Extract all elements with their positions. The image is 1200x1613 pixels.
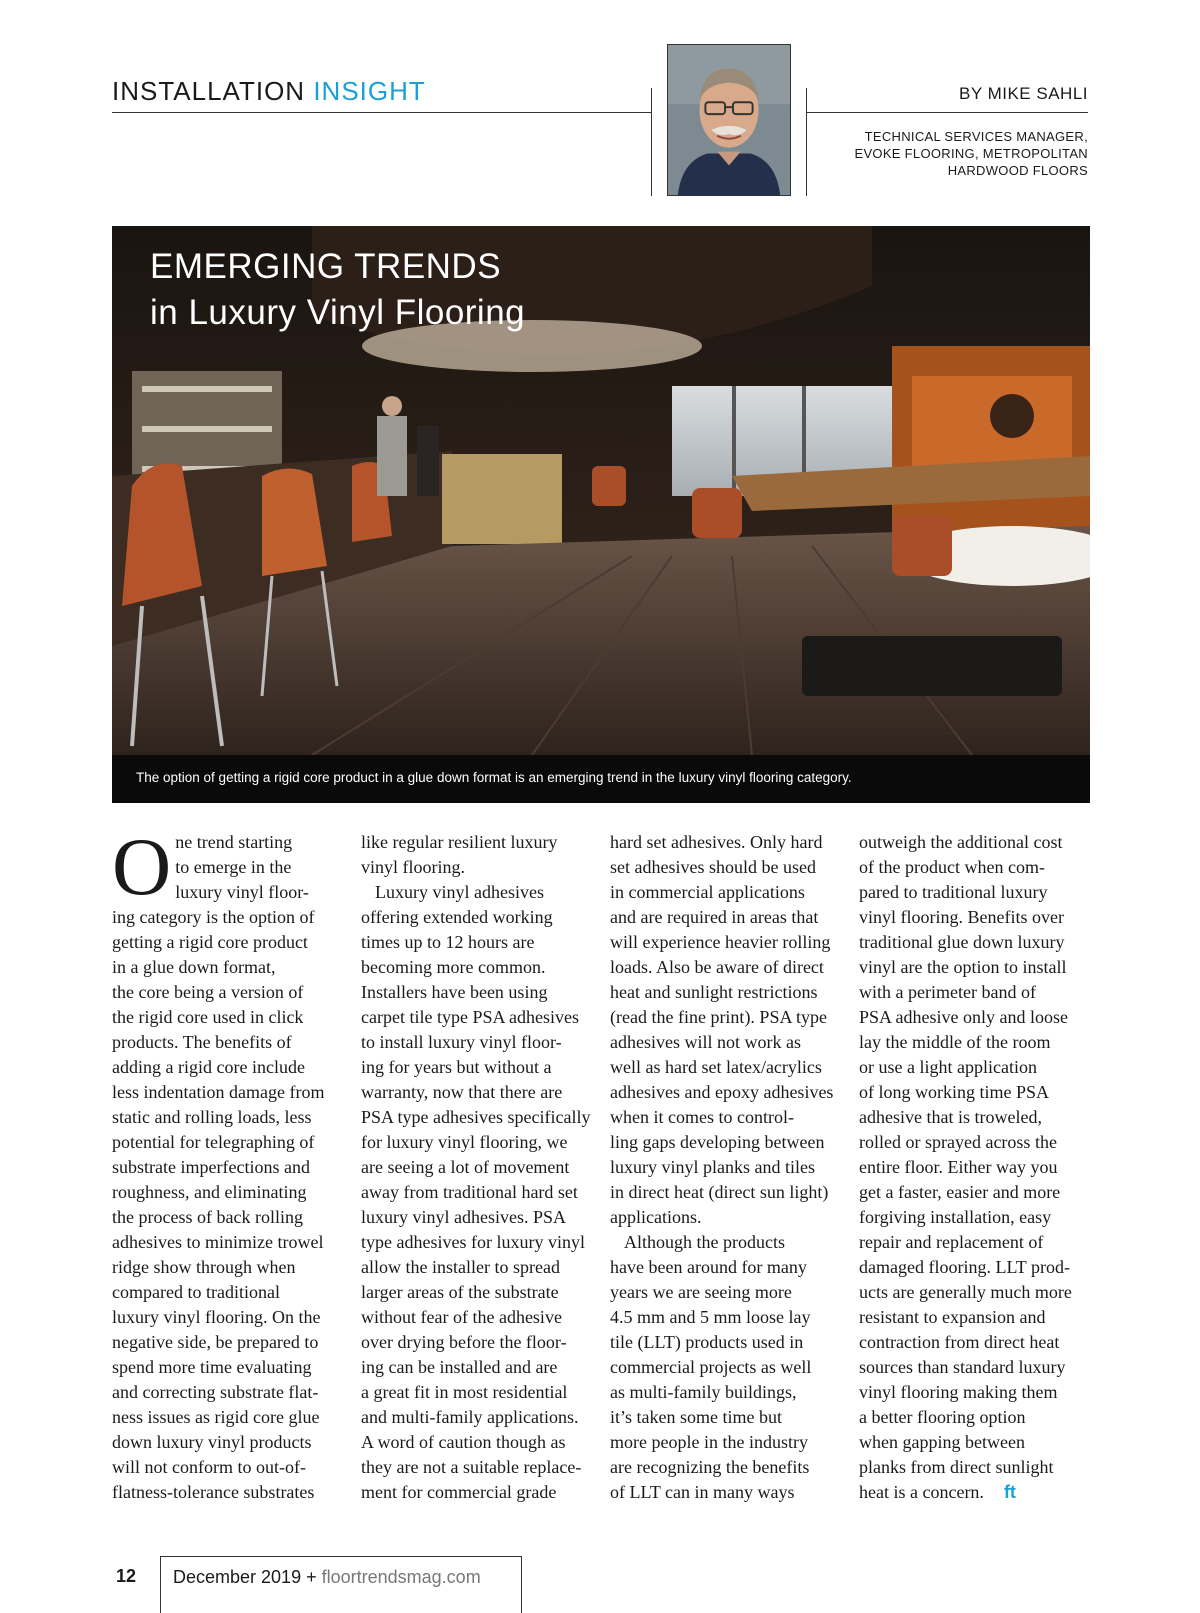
text-line: as multi-family buildings, — [610, 1382, 797, 1402]
author-title-line: HARDWOOD FLOORS — [947, 163, 1088, 178]
text-line: Although the products — [624, 1232, 785, 1252]
text-line: lay the middle of the room — [859, 1032, 1051, 1052]
text-line: ucts are generally much more — [859, 1282, 1072, 1302]
text-line: becoming more common. — [361, 957, 546, 977]
text-line: like regular resilient luxury — [361, 832, 558, 852]
article-column-4 — [859, 830, 1083, 1505]
text-line: (read the fine print). PSA type — [610, 1007, 827, 1027]
text-line: applications. — [610, 1207, 702, 1227]
text-line: spend more time evaluating — [112, 1357, 312, 1377]
text-line: vinyl flooring making them — [859, 1382, 1058, 1402]
text-line: times up to 12 hours are — [361, 932, 535, 952]
text-line: to emerge in the — [175, 857, 292, 877]
text-line: roughness, and eliminating — [112, 1182, 307, 1202]
text-line: have been around for many — [610, 1257, 807, 1277]
text-line: planks from direct sunlight — [859, 1457, 1054, 1477]
text-line: pared to traditional luxury — [859, 882, 1048, 902]
text-line: well as hard set latex/acrylics — [610, 1057, 822, 1077]
text-line: luxury vinyl floor- — [175, 882, 309, 902]
text-line: repair and replacement of — [859, 1232, 1044, 1252]
text-line: products. The benefits of — [112, 1032, 292, 1052]
text-line: adding a rigid core include — [112, 1057, 305, 1077]
text-line: for luxury vinyl flooring, we — [361, 1132, 568, 1152]
text-line: ing category is the option of — [112, 907, 315, 927]
text-line: static and rolling loads, less — [112, 1107, 312, 1127]
text-line: the process of back rolling — [112, 1207, 303, 1227]
section-title-word2: INSIGHT — [313, 76, 426, 106]
text-line: away from traditional hard set — [361, 1182, 578, 1202]
issue-date: December 2019 — [173, 1567, 302, 1587]
text-line: forgiving installation, easy — [859, 1207, 1052, 1227]
section-title-word1: INSTALLATION — [112, 76, 306, 106]
text-line: and multi-family applications. — [361, 1407, 579, 1427]
text-line: allow the installer to spread — [361, 1257, 560, 1277]
text-line: ing for years but without a — [361, 1057, 552, 1077]
text-line: larger areas of the substrate — [361, 1282, 559, 1302]
article-column-3 — [610, 830, 834, 1505]
text-line: PSA type adhesives specifically — [361, 1107, 591, 1127]
text-line: contraction from direct heat — [859, 1332, 1060, 1352]
text-line: when it comes to control- — [610, 1107, 794, 1127]
photo-caption: The option of getting a rigid core product in a glue down format is an emerging trend in the luxury vinyl flooring category. — [136, 770, 852, 785]
text-line: rolled or sprayed across the — [859, 1132, 1057, 1152]
text-line: adhesives and epoxy adhesives — [610, 1082, 834, 1102]
article-headline — [150, 244, 525, 336]
text-line: adhesive that is troweled, — [859, 1107, 1042, 1127]
text-line: flatness-tolerance substrates — [112, 1482, 315, 1502]
text-line: will experience heavier rolling — [610, 932, 831, 952]
text-line: they are not a suitable replace- — [361, 1457, 582, 1477]
text-line: ment for commercial grade — [361, 1482, 557, 1502]
text-line: set adhesives should be used — [610, 857, 816, 877]
text-line: adhesives will not work as — [610, 1032, 801, 1052]
text-line: a better flooring option — [859, 1407, 1026, 1427]
text-line: are recognizing the benefits — [610, 1457, 810, 1477]
text-line: down luxury vinyl products — [112, 1432, 312, 1452]
text-line: of LLT can in many ways — [610, 1482, 795, 1502]
text-line: to install luxury vinyl floor- — [361, 1032, 562, 1052]
text-line: hard set adhesives. Only hard — [610, 832, 823, 852]
text-line: the core being a version of — [112, 982, 304, 1002]
header-rule-left — [112, 112, 652, 113]
headline-line2: in Luxury Vinyl Flooring — [150, 293, 526, 332]
text-line: of the product when com- — [859, 857, 1045, 877]
article-column-1 — [112, 821, 336, 1505]
text-line: ne trend starting — [175, 832, 293, 852]
text-line: negative side, be prepared to — [112, 1332, 319, 1352]
text-line: it’s taken some time but — [610, 1407, 782, 1427]
text-line: ness issues as rigid core glue — [112, 1407, 320, 1427]
text-line: damaged flooring. LLT prod- — [859, 1257, 1070, 1277]
text-line: ing can be installed and are — [361, 1357, 558, 1377]
text-line: over drying before the floor- — [361, 1332, 567, 1352]
text-line: of long working time PSA — [859, 1082, 1050, 1102]
text-line: offering extended working — [361, 907, 553, 927]
author-title-line: TECHNICAL SERVICES MANAGER, — [864, 129, 1088, 144]
page-number: 12 — [116, 1566, 137, 1586]
text-line: and are required in areas that — [610, 907, 819, 927]
drop-cap: O — [112, 821, 172, 912]
restaurant-interior-photo — [112, 226, 1090, 755]
text-line: type adhesives for luxury vinyl — [361, 1232, 585, 1252]
text-line: will not conform to out-of- — [112, 1457, 306, 1477]
text-line: PSA adhesive only and loose — [859, 1007, 1068, 1027]
text-line: heat is a concern. ft — [859, 1482, 1016, 1502]
text-line: or use a light application — [859, 1057, 1037, 1077]
author-headshot-photo — [667, 44, 791, 196]
text-line: loads. Also be aware of direct — [610, 957, 824, 977]
text-line: A word of caution though as — [361, 1432, 566, 1452]
text-line: sources than standard luxury — [859, 1357, 1066, 1377]
text-line: Installers have been using — [361, 982, 548, 1002]
header-rule-right — [806, 112, 1088, 113]
text-line: vinyl flooring. — [361, 857, 465, 877]
section-title — [112, 76, 426, 107]
author-title — [854, 128, 1088, 179]
text-line: in commercial applications — [610, 882, 805, 902]
text-line: luxury vinyl adhesives. PSA — [361, 1207, 566, 1227]
footer-box — [160, 1556, 522, 1613]
text-line: potential for telegraphing of — [112, 1132, 315, 1152]
text-line: resistant to expansion and — [859, 1307, 1046, 1327]
photo-caption-bar — [112, 755, 1090, 803]
text-line: in a glue down format, — [112, 957, 276, 977]
text-line: entire floor. Either way you — [859, 1157, 1058, 1177]
text-line: warranty, now that there are — [361, 1082, 563, 1102]
text-line: compared to traditional — [112, 1282, 280, 1302]
text-line: commercial projects as well — [610, 1357, 812, 1377]
text-line: ling gaps developing between — [610, 1132, 825, 1152]
header-divider-right — [806, 88, 807, 196]
text-line: more people in the industry — [610, 1432, 808, 1452]
text-line: Luxury vinyl adhesives — [375, 882, 544, 902]
text-line: 4.5 mm and 5 mm loose lay — [610, 1307, 811, 1327]
text-line: years we are seeing more — [610, 1282, 792, 1302]
text-line: luxury vinyl flooring. On the — [112, 1307, 321, 1327]
end-mark: ft — [1003, 1482, 1016, 1502]
text-line: without fear of the adhesive — [361, 1307, 562, 1327]
column-1-body — [112, 905, 336, 1505]
text-line: outweigh the additional cost — [859, 832, 1063, 852]
text-line: vinyl are the option to install — [859, 957, 1067, 977]
text-line: tile (LLT) products used in — [610, 1332, 804, 1352]
text-line: with a perimeter band of — [859, 982, 1036, 1002]
header-divider-left — [651, 88, 652, 196]
text-line: heat and sunlight restrictions — [610, 982, 818, 1002]
text-line: luxury vinyl planks and tiles — [610, 1157, 815, 1177]
text-line: vinyl flooring. Benefits over — [859, 907, 1064, 927]
author-title-line: EVOKE FLOORING, METROPOLITAN — [854, 146, 1088, 161]
text-line: ridge show through when — [112, 1257, 296, 1277]
text-line: in direct heat (direct sun light) — [610, 1182, 829, 1202]
text-line: getting a rigid core product — [112, 932, 308, 952]
text-line: adhesives to minimize trowel — [112, 1232, 324, 1252]
headline-line1: EMERGING TRENDS — [150, 247, 502, 286]
text-line: and correcting substrate flat- — [112, 1382, 319, 1402]
text-line: substrate imperfections and — [112, 1157, 310, 1177]
website-link[interactable]: floortrendsmag.com — [321, 1567, 481, 1587]
text-line: when gapping between — [859, 1432, 1025, 1452]
byline: BY MIKE SAHLI — [958, 84, 1088, 103]
text-line: traditional glue down luxury — [859, 932, 1065, 952]
footer-text — [173, 1567, 481, 1588]
text-line: get a faster, easier and more — [859, 1182, 1061, 1202]
footer-separator: + — [306, 1567, 317, 1587]
text-line: less indentation damage from — [112, 1082, 325, 1102]
text-line: the rigid core used in click — [112, 1007, 304, 1027]
text-line: a great fit in most residential — [361, 1382, 568, 1402]
text-line: are seeing a lot of movement — [361, 1157, 570, 1177]
text-line: carpet tile type PSA adhesives — [361, 1007, 579, 1027]
article-column-2 — [361, 830, 591, 1505]
